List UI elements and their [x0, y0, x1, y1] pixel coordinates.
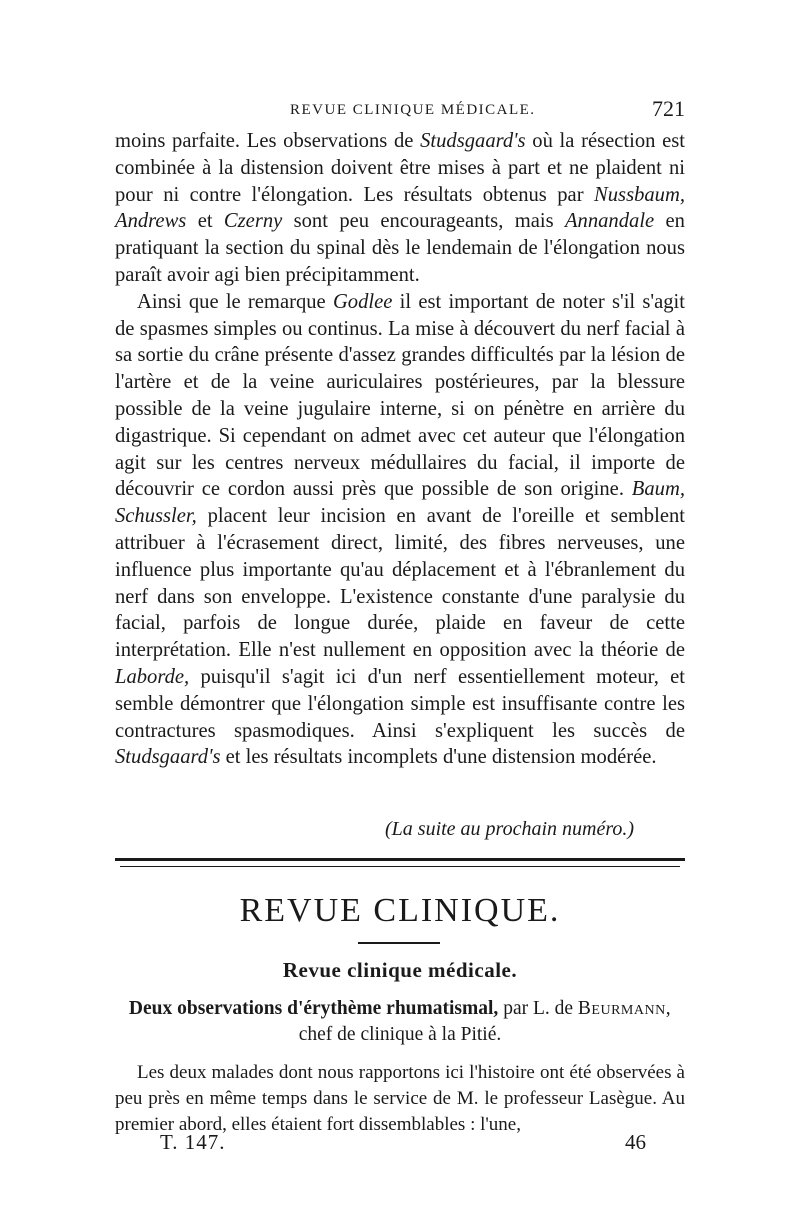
- body-text: [115, 128, 685, 771]
- text-run: sont peu encourageants, mais: [282, 210, 565, 233]
- text-run: moins parfaite. Les observations de: [115, 130, 421, 152]
- text-run: et: [186, 210, 224, 233]
- cited-name: Czerny: [223, 210, 283, 233]
- page-number: 721: [652, 96, 685, 121]
- cited-name: Laborde,: [115, 665, 190, 688]
- title-underline: [358, 942, 440, 944]
- sheet-number: 46: [625, 1130, 646, 1154]
- article: [115, 996, 685, 1138]
- text-run: il est important de noter s'il s'agit de spasmes simples ou continus. La mise à découvert du nerf facial à sa sortie du crâne présente d'assez grandes difficultés par la lésion de l'artère et de la veine auriculaires postérieures, par la blessure possible de la veine jugulaire interne, si on pénètre en arrière du digastrique. Si cependant on admet avec cet auteur que l'élongation agit sur les centres nerveux médullaires du facial, il importe de découvrir ce cordon aussi près que possible de son origine.: [115, 290, 685, 501]
- cited-name: Studsgaard's: [420, 130, 526, 152]
- article-body: Les deux malades dont nous rapportons ici l'histoire ont été observées à peu près en même temps dans le service de M. le professeur Lasègue. Au premier abord, elles étaient fort dissemblables : l'une,: [115, 1062, 685, 1135]
- article-heading: [115, 996, 685, 1022]
- section-divider-thick: [115, 858, 685, 861]
- article-title: Deux observations d'érythème rhumatismal,: [128, 998, 499, 1019]
- text-run: en pratiquant la section du spinal dès le lendemain de l'élongation nous paraît avoir agi bien précipitamment.: [115, 210, 685, 286]
- section-title: REVUE CLINIQUE.: [239, 892, 561, 929]
- running-header: [115, 96, 685, 126]
- page-footer: [160, 1130, 646, 1160]
- cited-name: Studsgaard's: [115, 746, 221, 769]
- paragraph: [115, 128, 685, 289]
- signature-mark: T. 147.: [160, 1130, 226, 1154]
- section-subtitle: Revue clinique médicale.: [282, 958, 518, 982]
- cited-name: Nussbaum, Andrews: [115, 183, 685, 233]
- text-run: placent leur incision en avant de l'oreille et semblent attribuer à l'écrasement direct, limité, des fibres nerveuses, une influence plus importante qu'au déplacement et à l'ébranlement du nerf dans son enveloppe. L'existence constante d'une paralysie du facial, parfois de longue durée, plaide en faveur de cette interprétation. Elle n'est nullement en opposition avec la théorie de: [115, 505, 685, 662]
- continuation-note: (La suite au prochain numéro.): [385, 818, 635, 840]
- cited-name: Baum, Schussler,: [115, 478, 685, 528]
- running-title: REVUE CLINIQUE MÉDICALE.: [290, 102, 536, 118]
- article-affiliation: chef de clinique à la Pitié.: [298, 1024, 502, 1045]
- article-author: Beurmann,: [577, 998, 672, 1019]
- text-run: puisqu'il s'agit ici d'un nerf essentiellement moteur, et semble démontrer que l'élongation simple est insuffisante contre les contractures spasmodiques. Ainsi s'expliquent les succès de: [115, 665, 685, 742]
- cited-name: Annandale: [564, 210, 655, 233]
- text-run: où la résection est combinée à la distension doivent être mises à part et ne plaident ni pour ni contre l'élongation. Les résultats obtenus par: [115, 130, 685, 206]
- paragraph: [115, 289, 685, 771]
- text-run: et les résultats incomplets d'une distension modérée.: [220, 746, 657, 769]
- article-byline-prefix: par L. de: [498, 998, 578, 1019]
- cited-name: Godlee: [332, 290, 393, 313]
- text-run: Ainsi que le remarque: [137, 290, 333, 313]
- section-divider-thin: [120, 866, 680, 867]
